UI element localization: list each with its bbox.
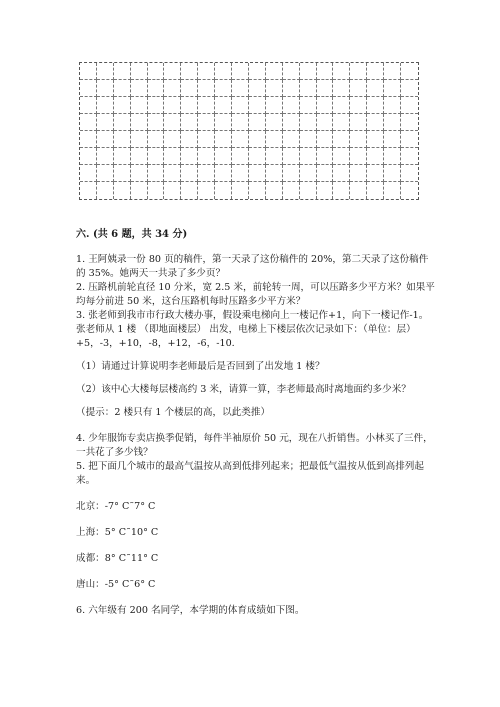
- grid-cell: [300, 80, 317, 97]
- grid-cell: [283, 63, 300, 80]
- grid-cell: [181, 97, 198, 114]
- grid-cell: [266, 131, 283, 148]
- grid-cell: [131, 114, 148, 131]
- grid-cell: [131, 63, 148, 80]
- grid-cell: [181, 165, 198, 182]
- grid-cell: [283, 165, 300, 182]
- grid-cell: [367, 165, 384, 182]
- grid-cell: [164, 114, 181, 131]
- grid-cell: [367, 148, 384, 165]
- grid-cell: [317, 148, 334, 165]
- grid-cell: [350, 148, 367, 165]
- grid-cell: [114, 97, 131, 114]
- grid-cell: [80, 63, 97, 80]
- grid-cell: [97, 165, 114, 182]
- grid-cell: [114, 114, 131, 131]
- grid-cell: [384, 131, 401, 148]
- grid-cell: [114, 131, 131, 148]
- grid-cell: [164, 131, 181, 148]
- grid-cell: [198, 114, 215, 131]
- grid-cell: [333, 80, 350, 97]
- grid-cell: [215, 80, 232, 97]
- grid-cell: [300, 148, 317, 165]
- grid-cell: [148, 182, 165, 199]
- grid-cell: [97, 148, 114, 165]
- grid-cell: [198, 165, 215, 182]
- grid-cell: [97, 114, 114, 131]
- question-6: 6. 六年级有 200 名同学，本学期的体育成绩如下图。: [76, 605, 305, 616]
- grid-cell: [317, 97, 334, 114]
- grid-cell: [300, 114, 317, 131]
- grid-cell: [232, 97, 249, 114]
- question-4: 4. 少年服饰专卖店换季促销，每件半袖原价 50 元，现在八折销售。小林买了三件，一共花了多少钱？: [76, 433, 433, 458]
- grid-cell: [401, 80, 418, 97]
- grid-cell: [249, 114, 266, 131]
- grid-cell: [367, 80, 384, 97]
- grid-cell: [384, 63, 401, 80]
- grid-cell: [266, 63, 283, 80]
- grid-cell: [401, 182, 418, 199]
- grid-cell: [198, 97, 215, 114]
- answer-grid: [79, 62, 419, 200]
- grid-cell: [131, 80, 148, 97]
- grid-cell: [80, 114, 97, 131]
- grid-cell: [131, 165, 148, 182]
- grid-cell: [283, 131, 300, 148]
- grid-cell: [317, 63, 334, 80]
- grid-cell: [97, 97, 114, 114]
- grid-cell: [181, 80, 198, 97]
- grid-cell: [333, 131, 350, 148]
- grid-cell: [215, 63, 232, 80]
- grid-cell: [97, 63, 114, 80]
- grid-cell: [215, 148, 232, 165]
- grid-cell: [164, 97, 181, 114]
- grid-cell: [215, 114, 232, 131]
- grid-cell: [114, 182, 131, 199]
- section-title: 六. (共 6 题，共 34 分): [76, 229, 188, 240]
- city-chengdu: 成都：8° C˜11° C: [76, 553, 159, 564]
- grid-cell: [333, 165, 350, 182]
- grid-cell: [300, 165, 317, 182]
- grid-cell: [114, 165, 131, 182]
- grid-cell: [97, 131, 114, 148]
- grid-cell: [215, 165, 232, 182]
- grid-cell: [131, 148, 148, 165]
- grid-cell: [266, 182, 283, 199]
- grid-cell: [249, 165, 266, 182]
- grid-cell: [266, 165, 283, 182]
- grid-cell: [401, 63, 418, 80]
- city-tangshan: 唐山：-5° C˜6° C: [76, 579, 156, 590]
- grid-cell: [131, 182, 148, 199]
- grid-cell: [401, 165, 418, 182]
- grid-cell: [317, 80, 334, 97]
- sub-question-2: （2）该中心大楼每层楼高约 3 米，请算一算，李老师最高时离地面约多少米？: [76, 384, 411, 395]
- grid-cell: [80, 165, 97, 182]
- grid-cell: [350, 114, 367, 131]
- grid-cell: [283, 114, 300, 131]
- grid-cell: [164, 148, 181, 165]
- grid-cell: [384, 148, 401, 165]
- grid-cell: [350, 97, 367, 114]
- grid-cell: [232, 114, 249, 131]
- section-six: [76, 228, 436, 618]
- grid-cell: [249, 80, 266, 97]
- grid-cell: [333, 148, 350, 165]
- grid-cell: [80, 80, 97, 97]
- grid-cell: [384, 80, 401, 97]
- grid-cell: [367, 97, 384, 114]
- grid-cell: [300, 63, 317, 80]
- grid-cell: [384, 97, 401, 114]
- grid-cell: [350, 182, 367, 199]
- grid-cell: [367, 114, 384, 131]
- question-1: 1. 王阿姨录一份 80 页的稿件，第一天录了这份稿件的 20%，第二天录了这份稿件的 35%。她两天一共录了多少页？: [76, 254, 429, 279]
- grid-cell: [80, 131, 97, 148]
- grid-cell: [249, 131, 266, 148]
- grid-cell: [148, 131, 165, 148]
- grid-cell: [181, 114, 198, 131]
- grid-cell: [249, 148, 266, 165]
- grid-cell: [317, 182, 334, 199]
- grid-cell: [198, 80, 215, 97]
- grid-cell: [266, 97, 283, 114]
- grid-cell: [114, 148, 131, 165]
- grid-cell: [114, 63, 131, 80]
- grid-cell: [401, 97, 418, 114]
- grid-cell: [283, 182, 300, 199]
- grid-cell: [97, 80, 114, 97]
- grid-cell: [215, 182, 232, 199]
- grid-cell: [266, 148, 283, 165]
- sub-question-1: （1）请通过计算说明李老师最后是否回到了出发地 1 楼？: [76, 361, 325, 372]
- grid-cell: [148, 97, 165, 114]
- grid-cell: [300, 182, 317, 199]
- grid-cell: [249, 97, 266, 114]
- grid-cell: [401, 114, 418, 131]
- question-2: 2. 压路机前轮直径 10 分米，宽 2.5 米，前轮转一周，可以压路多少平方米？如果平均每分前进 50 米，这台压路机每时压路多少平方米？: [76, 282, 435, 307]
- grid-cell: [232, 131, 249, 148]
- grid-cell: [232, 165, 249, 182]
- grid-cell: [215, 131, 232, 148]
- grid-cell: [80, 97, 97, 114]
- grid-cell: [131, 97, 148, 114]
- grid-cell: [114, 80, 131, 97]
- grid-cell: [401, 148, 418, 165]
- grid-cell: [333, 63, 350, 80]
- grid-cell: [350, 63, 367, 80]
- grid-cell: [333, 182, 350, 199]
- grid-cell: [384, 182, 401, 199]
- grid-cell: [283, 148, 300, 165]
- grid-cell: [350, 165, 367, 182]
- grid-cell: [317, 165, 334, 182]
- grid-cell: [266, 80, 283, 97]
- grid-cell: [164, 165, 181, 182]
- city-beijing: 北京：-7° C˜7° C: [76, 501, 156, 512]
- grid-cell: [367, 63, 384, 80]
- grid-cell: [317, 131, 334, 148]
- grid-cell: [80, 148, 97, 165]
- grid-cell: [384, 114, 401, 131]
- question-3: 3. 张老师到我市市行政大楼办事，假设乘电梯向上一楼记作+1，向下一楼记作-1。张老师从 1 楼 （即地面楼层） 出发，电梯上下楼层依次记录如下：（单位：层）+5，-3，+10，-8，+12，-6，-10.: [76, 310, 429, 349]
- grid-cell: [215, 97, 232, 114]
- grid-cell: [232, 63, 249, 80]
- grid-cell: [317, 114, 334, 131]
- grid-cell: [283, 80, 300, 97]
- grid-cell: [148, 63, 165, 80]
- grid-cell: [283, 97, 300, 114]
- grid-cell: [198, 131, 215, 148]
- grid-cell: [232, 182, 249, 199]
- grid-cell: [198, 148, 215, 165]
- grid-cell: [249, 63, 266, 80]
- grid-cell: [232, 80, 249, 97]
- grid-cell: [249, 182, 266, 199]
- grid-cell: [198, 63, 215, 80]
- grid-cell: [181, 182, 198, 199]
- grid-cell: [148, 114, 165, 131]
- grid-cell: [384, 165, 401, 182]
- grid-cell: [367, 182, 384, 199]
- city-shanghai: 上海：5° C˜10° C: [76, 527, 159, 538]
- grid-cell: [131, 131, 148, 148]
- question-5: 5. 把下面几个城市的最高气温按从高到低排列起来；把最低气温按从低到高排列起来。: [76, 461, 424, 486]
- grid-cell: [148, 165, 165, 182]
- grid-cell: [401, 131, 418, 148]
- grid-cell: [350, 131, 367, 148]
- grid-cell: [367, 131, 384, 148]
- grid-cell: [198, 182, 215, 199]
- grid-cell: [181, 131, 198, 148]
- grid-cell: [350, 80, 367, 97]
- grid-cell: [80, 182, 97, 199]
- grid-cell: [148, 80, 165, 97]
- grid-cell: [232, 148, 249, 165]
- grid-cell: [164, 63, 181, 80]
- grid-cell: [181, 63, 198, 80]
- grid-cell: [300, 97, 317, 114]
- hint: （提示：2 楼只有 1 个楼层的高，以此类推）: [76, 407, 271, 418]
- grid-cell: [300, 131, 317, 148]
- grid-cell: [333, 97, 350, 114]
- grid-cell: [97, 182, 114, 199]
- grid-cell: [148, 148, 165, 165]
- grid-cell: [164, 80, 181, 97]
- grid-cell: [266, 114, 283, 131]
- grid-cell: [181, 148, 198, 165]
- grid-cell: [333, 114, 350, 131]
- grid-cell: [164, 182, 181, 199]
